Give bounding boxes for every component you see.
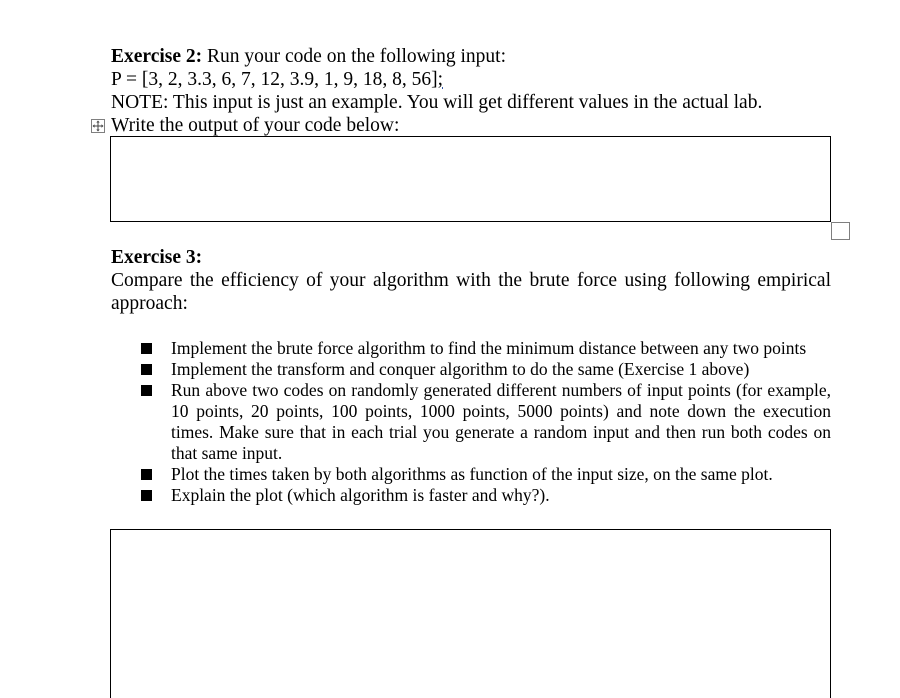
- exercise2-heading: Exercise 2:: [111, 46, 203, 67]
- exercise2-input-values: P = [3, 2, 3.3, 6, 7, 12, 3.9, 1, 9, 18, 8, 56]: [111, 69, 438, 90]
- list-item: Run above two codes on randomly generated different numbers of input points (for example, 10 points, 20 points, 100 points, 1000 points, 5000 points) and note down the execution times. Make sure that in each trial you generate a random input and then run both codes on that same input.: [171, 380, 831, 464]
- exercise2-input-semicolon: ;: [437, 69, 444, 90]
- exercise2-input-line: [111, 68, 443, 91]
- list-item: Explain the plot (which algorithm is faster and why?).: [171, 485, 831, 506]
- exercise3-heading: Exercise 3:: [111, 247, 203, 268]
- exercise2-note: NOTE: This input is just an example. You will get different values in the actual lab.: [111, 92, 763, 113]
- exercise2-title-line: [111, 45, 506, 68]
- exercise3-bullet-list: [171, 338, 831, 506]
- list-item: Implement the transform and conquer algorithm to do the same (Exercise 1 above): [171, 359, 831, 380]
- table-resize-handle-icon[interactable]: [831, 222, 850, 240]
- bullet-square-icon: [141, 343, 152, 354]
- bullet-square-icon: [141, 364, 152, 375]
- list-item: Plot the times taken by both algorithms as function of the input size, on the same plot.: [171, 464, 831, 485]
- exercise2-answer-box[interactable]: [110, 136, 831, 222]
- bullet-square-icon: [141, 469, 152, 480]
- bullet-square-icon: [141, 490, 152, 501]
- exercise2-heading-rest: Run your code on the following input:: [202, 46, 506, 67]
- bullet-square-icon: [141, 385, 152, 396]
- exercise3-intro: Compare the efficiency of your algorithm with the brute force using following empirical approach:: [111, 270, 831, 314]
- list-item: Implement the brute force algorithm to find the minimum distance between any two points: [171, 338, 831, 359]
- table-move-handle-icon[interactable]: [91, 119, 105, 133]
- exercise3-answer-box[interactable]: [110, 529, 831, 698]
- exercise2-prompt: Write the output of your code below:: [111, 115, 400, 136]
